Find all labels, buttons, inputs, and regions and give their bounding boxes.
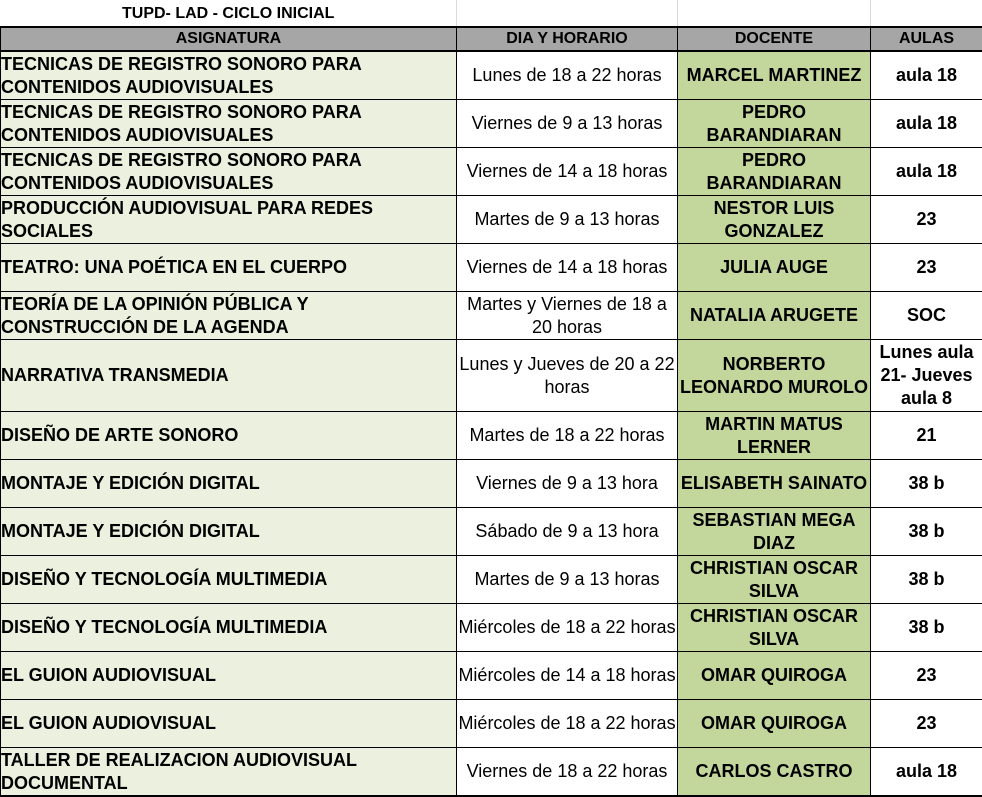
schedule-cell[interactable]: Viernes de 9 a 13 hora: [457, 460, 678, 508]
table-row: [1, 196, 982, 244]
teacher-cell[interactable]: NATALIA ARUGETE: [678, 292, 871, 340]
table-row: [1, 412, 982, 460]
subject-cell[interactable]: MONTAJE Y EDICIÓN DIGITAL: [1, 508, 457, 556]
subject-cell[interactable]: TEATRO: UNA POÉTICA EN EL CUERPO: [1, 244, 457, 292]
table-row: [1, 556, 982, 604]
subject-cell[interactable]: EL GUION AUDIOVISUAL: [1, 652, 457, 700]
header-row: [1, 27, 982, 51]
subject-cell[interactable]: TECNICAS DE REGISTRO SONORO PARA CONTENIDOS AUDIOVISUALES: [1, 100, 457, 148]
teacher-cell[interactable]: CARLOS CASTRO: [678, 748, 871, 797]
sheet-title: TUPD- LAD - CICLO INICIAL: [122, 5, 334, 23]
schedule-cell[interactable]: Lunes de 18 a 22 horas: [457, 51, 678, 100]
room-cell[interactable]: 23: [871, 244, 982, 292]
room-cell[interactable]: 23: [871, 700, 982, 748]
room-cell[interactable]: 23: [871, 652, 982, 700]
teacher-cell[interactable]: SEBASTIAN MEGA DIAZ: [678, 508, 871, 556]
gridline: [456, 0, 457, 26]
schedule-cell[interactable]: Viernes de 18 a 22 horas: [457, 748, 678, 797]
room-cell[interactable]: aula 18: [871, 748, 982, 797]
teacher-cell[interactable]: PEDRO BARANDIARAN: [678, 148, 871, 196]
schedule-cell[interactable]: Miércoles de 14 a 18 horas: [457, 652, 678, 700]
teacher-cell[interactable]: OMAR QUIROGA: [678, 700, 871, 748]
table-row: [1, 340, 982, 412]
room-cell[interactable]: Lunes aula 21- Jueves aula 8: [871, 340, 982, 412]
teacher-cell[interactable]: OMAR QUIROGA: [678, 652, 871, 700]
title-row: [0, 0, 982, 26]
teacher-cell[interactable]: CHRISTIAN OSCAR SILVA: [678, 604, 871, 652]
header-schedule[interactable]: DIA Y HORARIO: [457, 27, 678, 51]
teacher-cell[interactable]: NORBERTO LEONARDO MUROLO: [678, 340, 871, 412]
table-row: [1, 148, 982, 196]
room-cell[interactable]: aula 18: [871, 148, 982, 196]
table-row: [1, 652, 982, 700]
subject-cell[interactable]: DISEÑO DE ARTE SONORO: [1, 412, 457, 460]
teacher-cell[interactable]: ELISABETH SAINATO: [678, 460, 871, 508]
schedule-cell[interactable]: Viernes de 14 a 18 horas: [457, 148, 678, 196]
schedule-cell[interactable]: Miércoles de 18 a 22 horas: [457, 700, 678, 748]
room-cell[interactable]: 38 b: [871, 556, 982, 604]
subject-cell[interactable]: EL GUION AUDIOVISUAL: [1, 700, 457, 748]
schedule-cell[interactable]: Miércoles de 18 a 22 horas: [457, 604, 678, 652]
subject-cell[interactable]: TEORÍA DE LA OPINIÓN PÚBLICA Y CONSTRUCCIÓN DE LA AGENDA: [1, 292, 457, 340]
room-cell[interactable]: 23: [871, 196, 982, 244]
schedule-cell[interactable]: Viernes de 9 a 13 horas: [457, 100, 678, 148]
subject-cell[interactable]: TECNICAS DE REGISTRO SONORO PARA CONTENIDOS AUDIOVISUALES: [1, 148, 457, 196]
table-row: [1, 460, 982, 508]
header-room[interactable]: AULAS: [871, 27, 982, 51]
table-row: [1, 700, 982, 748]
subject-cell[interactable]: PRODUCCIÓN AUDIOVISUAL PARA REDES SOCIALES: [1, 196, 457, 244]
table-row: [1, 244, 982, 292]
table-row: [1, 51, 982, 100]
subject-cell[interactable]: TECNICAS DE REGISTRO SONORO PARA CONTENIDOS AUDIOVISUALES: [1, 51, 457, 100]
schedule-cell[interactable]: Martes de 9 a 13 horas: [457, 196, 678, 244]
subject-cell[interactable]: TALLER DE REALIZACION AUDIOVISUAL DOCUMENTAL: [1, 748, 457, 797]
schedule-cell[interactable]: Martes y Viernes de 18 a 20 horas: [457, 292, 678, 340]
gridline: [870, 0, 871, 26]
teacher-cell[interactable]: JULIA AUGE: [678, 244, 871, 292]
table-row: [1, 100, 982, 148]
schedule-cell[interactable]: Martes de 9 a 13 horas: [457, 556, 678, 604]
schedule-cell[interactable]: Lunes y Jueves de 20 a 22 horas: [457, 340, 678, 412]
teacher-cell[interactable]: MARCEL MARTINEZ: [678, 51, 871, 100]
subject-cell[interactable]: DISEÑO Y TECNOLOGÍA MULTIMEDIA: [1, 556, 457, 604]
room-cell[interactable]: SOC: [871, 292, 982, 340]
table-row: [1, 292, 982, 340]
schedule-cell[interactable]: Martes de 18 a 22 horas: [457, 412, 678, 460]
subject-cell[interactable]: NARRATIVA TRANSMEDIA: [1, 340, 457, 412]
table-row: [1, 508, 982, 556]
gridline: [677, 0, 678, 26]
room-cell[interactable]: 38 b: [871, 508, 982, 556]
room-cell[interactable]: 21: [871, 412, 982, 460]
room-cell[interactable]: aula 18: [871, 51, 982, 100]
room-cell[interactable]: 38 b: [871, 460, 982, 508]
teacher-cell[interactable]: NESTOR LUIS GONZALEZ: [678, 196, 871, 244]
teacher-cell[interactable]: MARTIN MATUS LERNER: [678, 412, 871, 460]
header-subject[interactable]: ASIGNATURA: [1, 27, 457, 51]
subject-cell[interactable]: DISEÑO Y TECNOLOGÍA MULTIMEDIA: [1, 604, 457, 652]
schedule-table: [0, 26, 982, 797]
table-row: [1, 604, 982, 652]
schedule-cell[interactable]: Sábado de 9 a 13 hora: [457, 508, 678, 556]
table-row: [1, 748, 982, 797]
header-teacher[interactable]: DOCENTE: [678, 27, 871, 51]
room-cell[interactable]: aula 18: [871, 100, 982, 148]
teacher-cell[interactable]: PEDRO BARANDIARAN: [678, 100, 871, 148]
room-cell[interactable]: 38 b: [871, 604, 982, 652]
subject-cell[interactable]: MONTAJE Y EDICIÓN DIGITAL: [1, 460, 457, 508]
schedule-cell[interactable]: Viernes de 14 a 18 horas: [457, 244, 678, 292]
teacher-cell[interactable]: CHRISTIAN OSCAR SILVA: [678, 556, 871, 604]
